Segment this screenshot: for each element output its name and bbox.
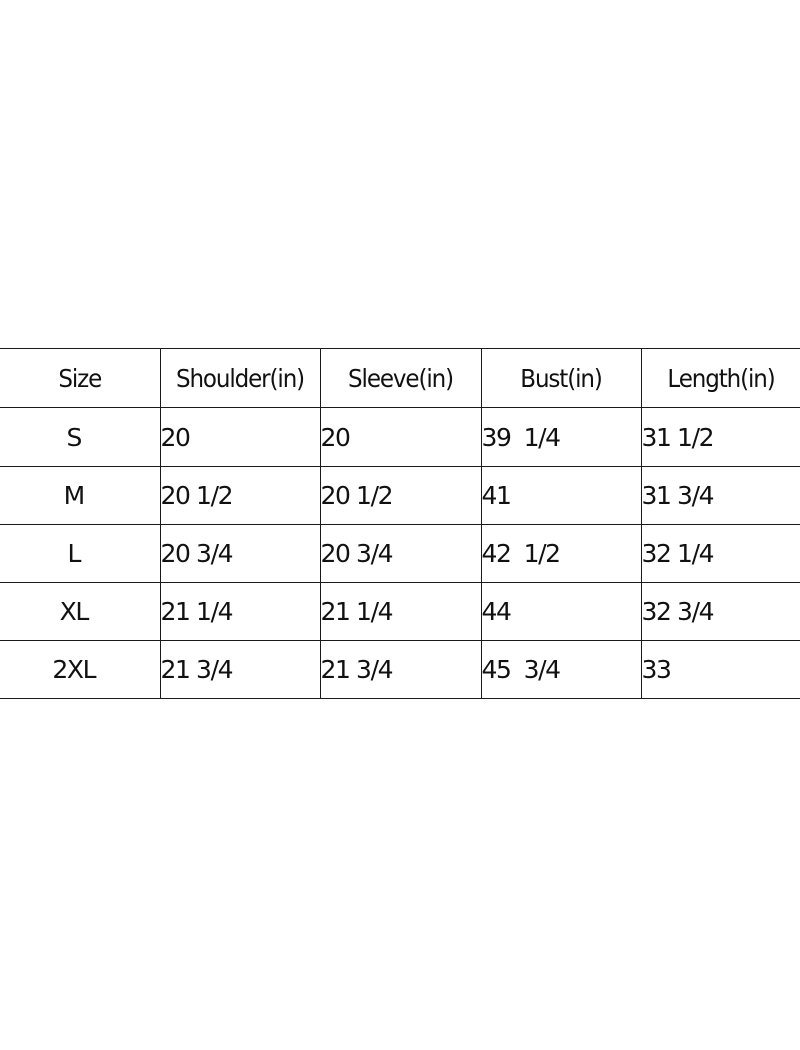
size-cell: S	[0, 408, 160, 467]
shoulder-cell: 21 3/4	[160, 641, 320, 699]
table-row	[0, 467, 800, 525]
header-row	[0, 349, 800, 408]
header-sleeve: Sleeve(in)	[326, 349, 474, 408]
header-bust: Bust(in)	[487, 349, 634, 408]
shoulder-cell: 20	[160, 408, 320, 467]
length-cell: 33	[641, 641, 800, 699]
length-cell: 32 3/4	[641, 583, 800, 641]
length-cell: 31 3/4	[641, 467, 800, 525]
shoulder-cell: 20 3/4	[160, 525, 320, 583]
table-row	[0, 525, 800, 583]
size-cell: M	[0, 467, 160, 525]
bust-cell: 44	[481, 583, 641, 641]
size-cell: 2XL	[0, 641, 160, 699]
shoulder-cell: 21 1/4	[160, 583, 320, 641]
bust-cell: 45 3/4	[481, 641, 641, 699]
table-row	[0, 641, 800, 699]
sleeve-cell: 20 1/2	[320, 467, 481, 525]
shoulder-cell: 20 1/2	[160, 467, 320, 525]
size-cell: L	[0, 525, 160, 583]
size-cell: XL	[0, 583, 160, 641]
bust-cell: 41	[481, 467, 641, 525]
header-shoulder: Shoulder(in)	[166, 349, 313, 408]
header-size: Size	[6, 349, 153, 408]
length-cell: 32 1/4	[641, 525, 800, 583]
table-row	[0, 583, 800, 641]
bust-cell: 39 1/4	[481, 408, 641, 467]
sleeve-cell: 20	[320, 408, 481, 467]
sleeve-cell: 20 3/4	[320, 525, 481, 583]
table-row	[0, 408, 800, 467]
bust-cell: 42 1/2	[481, 525, 641, 583]
length-cell: 31 1/2	[641, 408, 800, 467]
sleeve-cell: 21 3/4	[320, 641, 481, 699]
sleeve-cell: 21 1/4	[320, 583, 481, 641]
header-length: Length(in)	[647, 349, 794, 408]
size-chart-table	[0, 348, 800, 699]
